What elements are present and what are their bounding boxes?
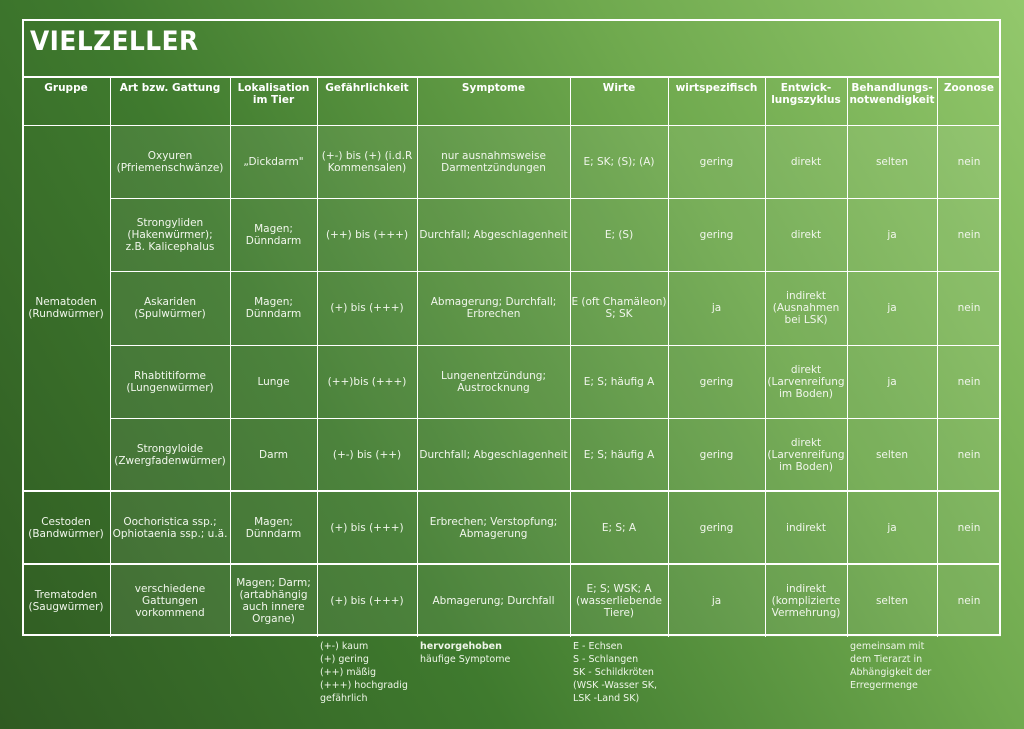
cell-zoonose: nein bbox=[957, 302, 981, 314]
cell-wirtspezifisch: gering bbox=[699, 155, 734, 168]
cell-symptome: Abmagerung; Durchfall; Erbrechen bbox=[430, 296, 557, 320]
cell-behandlung: ja bbox=[887, 375, 897, 388]
cell-zoonose: nein bbox=[957, 375, 981, 388]
cell-gefaehrlichkeit: (+-) bis (+) (i.d.R Kommensalen) bbox=[321, 149, 413, 174]
cell-behandlung: ja bbox=[887, 228, 897, 241]
cell-entwicklungszyklus: direkt (Larvenreifung im Boden) bbox=[767, 436, 845, 473]
cell-wirte: E (oft Chamäleon) S; SK bbox=[571, 296, 667, 320]
cell-entwicklungszyklus: indirekt (Ausnahmen bei LSK) bbox=[772, 290, 840, 326]
cell-lokalisation: Magen; Dünndarm bbox=[245, 515, 302, 540]
header-lokalisation: Lokalisation im Tier bbox=[237, 82, 310, 106]
cell-gefaehrlichkeit: (+) bis (+++) bbox=[330, 594, 404, 607]
header-symptome: Symptome bbox=[461, 82, 526, 94]
legend-hosts: E - Echsen S - Schlangen SK - Schildkröten (WSK -Wasser SK, LSK -Land SK) bbox=[573, 641, 657, 704]
cell-wirtspezifisch: gering bbox=[699, 375, 734, 388]
cell-behandlung: selten bbox=[875, 448, 909, 461]
legend-symptoms-text: häufige Symptome bbox=[420, 654, 511, 665]
cell-wirtspezifisch: gering bbox=[699, 448, 734, 461]
cell-entwicklungszyklus: indirekt bbox=[786, 521, 826, 534]
cell-wirte: E; S; A bbox=[601, 521, 637, 534]
cell-lokalisation: Magen; Dünndarm bbox=[245, 222, 302, 247]
cell-gefaehrlichkeit: (+) bis (+++) bbox=[330, 521, 404, 534]
group-trematoden: Trematoden (Saugwürmer) bbox=[28, 588, 104, 613]
cell-zoonose: nein bbox=[957, 448, 981, 461]
cell-behandlung: ja bbox=[887, 521, 897, 534]
cell-wirte: E; SK; (S); (A) bbox=[583, 155, 655, 168]
cell-lokalisation: Magen; Dünndarm bbox=[245, 296, 302, 320]
cell-symptome: Durchfall; Abgeschlagenheit bbox=[419, 228, 568, 241]
cell-wirte: E; (S) bbox=[604, 228, 634, 241]
cell-behandlung: selten bbox=[875, 594, 909, 607]
legend-danger: (+-) kaum (+) gering (++) mäßig (+++) hochgradig gefährlich bbox=[320, 641, 408, 704]
cell-entwicklungszyklus: direkt bbox=[790, 228, 822, 241]
cell-zoonose: nein bbox=[957, 155, 981, 168]
cell-wirte: E; S; häufig A bbox=[583, 375, 655, 388]
header-entwicklungszyklus: Entwick- lungszyklus bbox=[771, 82, 841, 106]
page-title: VIELZELLER bbox=[30, 26, 199, 57]
cell-entwicklungszyklus: indirekt (komplizierte Vermehrung) bbox=[771, 582, 841, 619]
group-nematoden: Nematoden (Rundwürmer) bbox=[28, 296, 104, 320]
cell-symptome: Erbrechen; Verstopfung; Abmagerung bbox=[429, 515, 558, 540]
cell-lokalisation: Magen; Darm; (artabhängig auch innere Organe) bbox=[236, 576, 311, 625]
cell-art: Askariden (Spulwürmer) bbox=[134, 296, 206, 320]
header-wirtspezifisch: wirtspezifisch bbox=[675, 82, 758, 94]
cell-entwicklungszyklus: direkt bbox=[790, 155, 822, 168]
cell-art: Strongyloide (Zwergfadenwürmer) bbox=[114, 442, 226, 467]
cell-behandlung: ja bbox=[887, 302, 897, 314]
cell-art: Rhabtitiforme (Lungenwürmer) bbox=[126, 369, 214, 394]
header-gefaehrlichkeit: Gefährlichkeit bbox=[325, 82, 409, 94]
cell-wirte: E; S; häufig A bbox=[583, 448, 655, 461]
cell-gefaehrlichkeit: (+-) bis (++) bbox=[332, 448, 402, 461]
cell-zoonose: nein bbox=[957, 228, 981, 241]
header-behandlung: Behandlungs- notwendigkeit bbox=[849, 82, 935, 106]
legend-symptoms-bold: hervorgehoben bbox=[420, 641, 502, 652]
cell-symptome: nur ausnahmsweise Darmentzündungen bbox=[441, 149, 546, 174]
cell-entwicklungszyklus: direkt (Larvenreifung im Boden) bbox=[767, 363, 845, 400]
cell-art: Oochoristica ssp.; Ophiotaenia ssp.; u.ä. bbox=[112, 515, 228, 540]
cell-wirtspezifisch: ja bbox=[711, 302, 722, 314]
cell-symptome: Abmagerung; Durchfall bbox=[432, 594, 555, 607]
legend-treatment: gemeinsam mit dem Tierarzt in Abhängigkeit der Erregermenge bbox=[850, 641, 932, 691]
cell-gefaehrlichkeit: (++) bis (+++) bbox=[325, 228, 409, 241]
cell-symptome: Lungenentzündung; Austrocknung bbox=[441, 369, 546, 394]
header-zoonose: Zoonose bbox=[943, 82, 995, 94]
cell-wirtspezifisch: gering bbox=[699, 228, 734, 241]
cell-wirtspezifisch: gering bbox=[699, 521, 734, 534]
group-cestoden: Cestoden (Bandwürmer) bbox=[28, 515, 104, 540]
cell-wirte: E; S; WSK; A (wasserliebende Tiere) bbox=[575, 582, 663, 619]
cell-zoonose: nein bbox=[957, 521, 981, 534]
cell-wirtspezifisch: ja bbox=[711, 594, 722, 607]
cell-art: Oxyuren (Pfriemenschwänze) bbox=[116, 149, 224, 174]
cell-behandlung: selten bbox=[875, 155, 909, 168]
cell-zoonose: nein bbox=[957, 594, 981, 607]
header-gruppe: Gruppe bbox=[44, 82, 88, 94]
cell-art: verschiedene Gattungen vorkommend bbox=[134, 582, 206, 619]
cell-gefaehrlichkeit: (++)bis (+++) bbox=[327, 375, 407, 388]
cell-art: Strongyliden (Hakenwürmer); z.B. Kalicephalus bbox=[125, 216, 215, 253]
header-wirte: Wirte bbox=[602, 82, 636, 94]
legend-symptoms bbox=[420, 640, 510, 666]
header-art: Art bzw. Gattung bbox=[119, 82, 221, 94]
cell-lokalisation: „Dickdarm" bbox=[243, 155, 304, 168]
cell-lokalisation: Lunge bbox=[257, 375, 290, 388]
cell-symptome: Durchfall; Abgeschlagenheit bbox=[419, 448, 568, 461]
cell-gefaehrlichkeit: (+) bis (+++) bbox=[330, 302, 404, 314]
cell-lokalisation: Darm bbox=[259, 448, 288, 461]
